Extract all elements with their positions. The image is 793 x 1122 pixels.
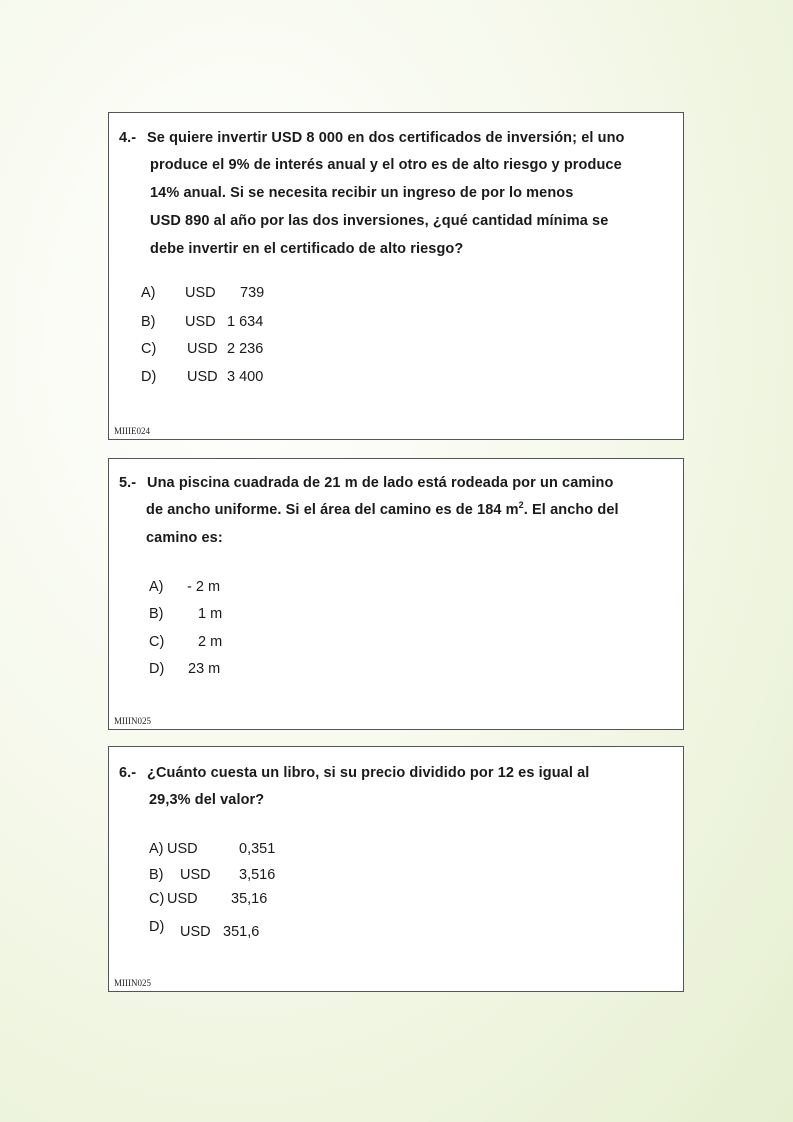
option-letter: D)	[149, 661, 165, 677]
option-currency: USD	[187, 369, 218, 385]
option-letter: A)	[141, 285, 156, 301]
question-card-6	[108, 746, 684, 992]
option-value: 0,351	[239, 841, 276, 857]
question-number: 6.-	[119, 765, 137, 781]
option-currency: USD	[185, 314, 216, 330]
question-text-line: USD 890 al año por las dos inversiones, ¿qué cantidad mínima se	[150, 213, 609, 229]
question-number: 4.-	[119, 130, 137, 146]
option-value: 2 236	[227, 341, 264, 357]
question-text-line-2: de ancho uniforme. Si el área del camino es de 184 $m^2$. El ancho del	[146, 500, 619, 518]
option-value: 739	[240, 285, 265, 301]
question-card-4	[108, 112, 684, 440]
question-text-line: 29,3% del valor?	[149, 792, 265, 808]
option-letter: B)	[141, 314, 156, 330]
option-currency: USD	[187, 341, 218, 357]
question-text-line: camino es:	[146, 530, 223, 546]
question-text-line: 14% anual. Si se necesita recibir un ingreso de por lo menos	[150, 185, 574, 201]
question-text-line: ¿Cuánto cuesta un libro, si su precio dividido por 12 es igual al	[147, 765, 590, 781]
option-letter: C)	[149, 634, 165, 650]
option-value: 2 m	[198, 634, 223, 650]
question-code: MIIIE024	[114, 426, 150, 436]
option-currency: USD	[167, 841, 198, 857]
question-text-line: debe invertir en el certificado de alto riesgo?	[150, 241, 464, 257]
option-currency: USD	[180, 867, 211, 883]
option-currency: USD	[180, 924, 211, 940]
option-letter: B)	[149, 606, 164, 622]
option-currency: USD	[167, 891, 198, 907]
option-letter: C)	[141, 341, 157, 357]
option-value: - 2 m	[187, 579, 221, 595]
option-value: 351,6	[223, 924, 260, 940]
option-letter: D)	[149, 919, 165, 935]
option-value: 23 m	[188, 661, 221, 677]
option-value: 1 634	[227, 314, 264, 330]
question-number: 5.-	[119, 475, 137, 491]
question-text-line: Se quiere invertir USD 8 000 en dos certificados de inversión; el uno	[147, 130, 625, 146]
question-text-line: Una piscina cuadrada de 21 m de lado está rodeada por un camino	[147, 475, 614, 491]
option-value: 35,16	[231, 891, 268, 907]
question-text-line: produce el 9% de interés anual y el otro es de alto riesgo y produce	[150, 157, 622, 173]
question-code: MIIIN025	[114, 978, 151, 988]
option-currency: USD	[185, 285, 216, 301]
option-value: 3 400	[227, 369, 264, 385]
question-code: MIIIN025	[114, 716, 151, 726]
option-value: 3,516	[239, 867, 276, 883]
option-letter: B)	[149, 867, 164, 883]
option-letter: A)	[149, 841, 164, 857]
option-value: 1 m	[198, 606, 223, 622]
question-card-5	[108, 458, 684, 730]
option-letter: D)	[141, 369, 157, 385]
option-letter: A)	[149, 579, 164, 595]
option-letter: C)	[149, 891, 165, 907]
superscript: 2	[518, 500, 524, 511]
